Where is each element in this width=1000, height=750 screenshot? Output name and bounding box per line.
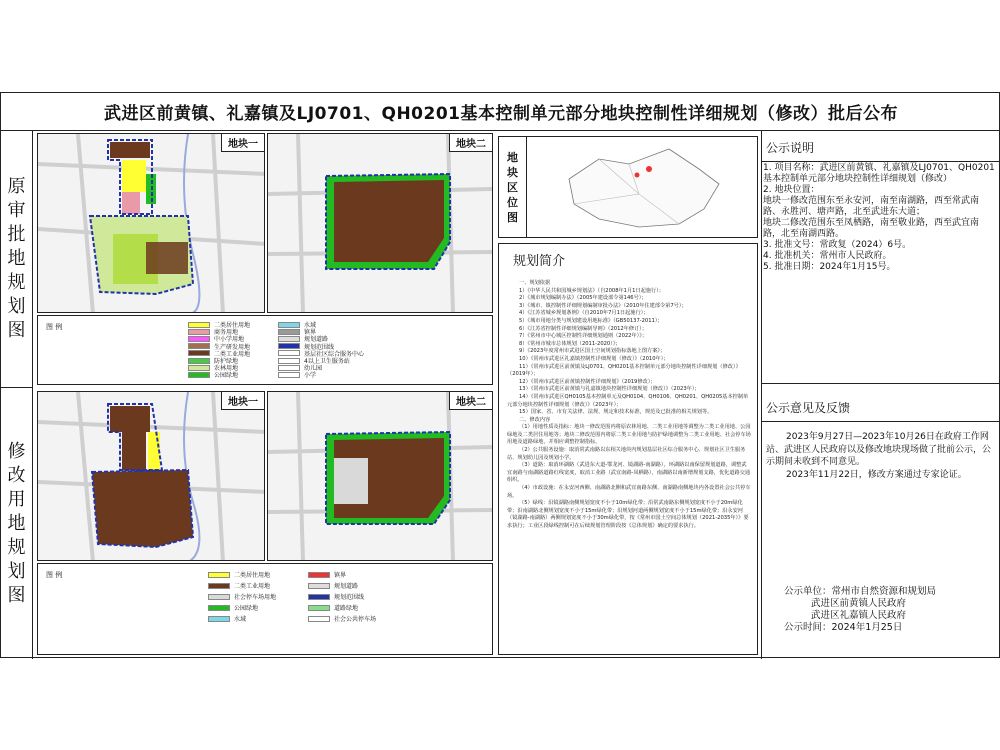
revised-label-char: 划 [7, 560, 26, 582]
legend-label: 水域 [304, 322, 317, 329]
original-map-plot2-svg [268, 134, 493, 313]
intro-paragraph: 11）《常州市武进区前黄镇及LJ0701、QH0201基本控制单元部分地块控制性详细规划（修改）》（2019年）； [507, 363, 741, 378]
intro-paragraph: （2）公共服务设施：取消常武南路以东相关地块内规划基层社区综合服务中心、规划社区卫生服务站、规划幼儿园及规划小学。 [507, 447, 746, 461]
time-label: 公示时间： [784, 622, 832, 633]
unit-name: 武进区前黄镇人民政府 [811, 598, 907, 609]
intro-paragraph: （1）用地性质及指标：地块一修改范围内将原农林用地、二类工业用地等调整为二类工业用地、公园绿地及二类居住用地等；地块二修改范围内将原二类工业用地与防护绿地调整为二类工业用地、社会停车场用地及道路绿地，并相应调整控制指标。 [507, 424, 751, 446]
legend-item [308, 603, 358, 612]
legend-swatch [208, 594, 230, 600]
publish-date: 2024年1月25日 [831, 622, 903, 633]
legend-label: 生产研发用地 [214, 343, 251, 351]
legend-label: 基层社区综合服务中心 [304, 350, 365, 358]
revised-label-char: 图 [7, 584, 26, 606]
location-label-char: 块 [507, 165, 518, 179]
intro-paragraph: （4）市政设施：在永安河西侧、南湖路北侧和武宜南路东侧、南湖路南侧地块内各设置社会公共停车场。 [507, 485, 751, 499]
divider [761, 161, 1000, 162]
legend-label: 农林用地 [214, 365, 239, 373]
revised-map-plot1-svg [38, 392, 265, 561]
legend-label: 规划范围线 [334, 594, 365, 601]
location-label-char: 位 [507, 195, 518, 209]
location-map-label [499, 137, 527, 237]
legend-swatch [208, 616, 230, 622]
legend-label: 二类居住用地 [234, 572, 271, 579]
unit-name: 武进区礼嘉镇人民政府 [811, 610, 907, 621]
legend-label: 中小学用地 [214, 336, 245, 344]
intro-paragraph: （5）绿线：沿镜湖路南侧规划宽度不小于10m绿化带；沿常武南路东侧规划宽度不小于20m绿化带；沿南湖路北侧规划宽度不小于15m绿化带；沿规划河道两侧规划宽度不小于15m绿化带；沿永安河（镜湖路-南湖路）两侧规划宽度不小于30m绿化带，按《常州市国土空间总体规划（2021-2035年）》要求执行；工业区段绿线控制可在后续规划管理阶段按《总体规划》确定的要求执行。 [507, 500, 749, 529]
legend-swatch [278, 372, 300, 378]
notice-item: 地块二修改范围东至凤栖路，南至敬业路，西至武宜南路，北至南湖西路。 [763, 218, 980, 239]
intro-paragraph: 15）国家、省、市有关法律、法规、规定和技术标准，规范及已批准的相关规划等。 [519, 409, 713, 416]
revised-label-char: 地 [7, 512, 26, 534]
revised-map-plot2 [267, 391, 493, 561]
original-map-plot1 [37, 133, 265, 313]
legend-swatch [188, 372, 210, 378]
legend-title: 图 例 [46, 571, 63, 579]
plot1-label: 地块一 [221, 134, 264, 152]
location-map [498, 136, 758, 238]
original-map-plot1-svg [38, 134, 265, 313]
legend-label: 二类工业用地 [214, 350, 251, 358]
intro-heading: 规划简介 [513, 254, 566, 269]
legend-item [308, 570, 346, 579]
intro-paragraph: 5）《城市用地分类与规划建设用地标准》（GB50137-2011）； [519, 317, 663, 324]
legend-label: 水域 [234, 616, 247, 623]
revised-map-plot2-svg [268, 392, 493, 561]
legend-label: 二类工业用地 [234, 583, 271, 590]
revised-label-char: 修 [7, 440, 26, 462]
revised-plan-label [1, 388, 33, 659]
notice-body [763, 163, 995, 273]
notice-item: 1. 项目名称：武进区前黄镇、礼嘉镇及LJ0701、QH0201基本控制单元部分地块控制性详细规划（修改） [763, 163, 995, 184]
legend-label: 公园绿地 [214, 372, 239, 380]
notice-item: 5. 批准日期：2024年1月15号。 [763, 262, 896, 272]
legend-title: 图 例 [46, 323, 63, 331]
plot2-label: 地块二 [449, 392, 492, 410]
planning-intro [498, 243, 758, 655]
legend-swatch [308, 583, 330, 589]
intro-paragraph: 7）《常州市中心城区控制性详细规划通则（2022年）》； [519, 333, 648, 340]
feedback-body [766, 431, 994, 481]
divider [761, 421, 1000, 422]
location-label-char: 图 [507, 210, 518, 224]
original-label-char: 图 [7, 320, 26, 341]
intro-paragraph: 一、规划依据 [519, 280, 551, 286]
plot1-label: 地块一 [221, 392, 264, 410]
revised-label-char: 改 [7, 464, 26, 486]
legend-swatch [308, 594, 330, 600]
legend-label: 小学 [304, 372, 317, 380]
revised-label-char: 规 [7, 536, 26, 558]
notice-item: 3. 批准文号：常政复（2024）6号。 [763, 240, 912, 250]
original-label-char: 批 [7, 224, 26, 245]
legend-label: 规划道路 [304, 336, 329, 344]
intro-paragraph: 14）《常州市武进区QH0105基本控制单元及QH0104、QH0106、QH0201、QH0205基本控制单元部分地块控制性详细规划（修改）》（2023年）； [507, 393, 749, 408]
legend-label: 商务用地 [214, 329, 239, 337]
legend-label: 镇界 [334, 572, 347, 579]
intro-paragraph: （3）道路：取消环湖路（武进东大道-鄂龙河、镜湖路-南湖路），环湖路以南保留规划道路，调整武宜南路与南湖路道路红线宽度，取消工业路（武宜南路-凤栖路），南湖路以南新增规划支路，优化道路交通组织。 [507, 462, 751, 484]
intro-body [499, 280, 757, 531]
divider [761, 383, 1000, 384]
publisher-signature [784, 586, 994, 634]
legend-item [208, 614, 246, 623]
original-label-char: 审 [7, 200, 26, 221]
legend-label: 道路绿地 [334, 605, 359, 612]
legend-label: 4以上卫生服务站 [304, 358, 350, 365]
legend-item [188, 370, 238, 379]
feedback-heading: 公示意见及反馈 [766, 401, 851, 415]
intro-paragraph: 4）《江苏省城乡规划条例》（自2010年7月1日起施行）； [519, 310, 649, 317]
legend-item [308, 581, 358, 590]
legend-original [37, 315, 493, 385]
original-label-char: 规 [7, 272, 26, 293]
legend-label: 社会公共停车场 [334, 616, 377, 623]
intro-paragraph: 3）《城市、镇控制性详细规划编制审批办法》（2010年住建部令第7号）； [519, 302, 687, 309]
legend-item [208, 570, 270, 579]
revised-label-char: 用 [7, 488, 26, 510]
location-map-svg [529, 139, 755, 235]
units-label: 公示单位： [784, 586, 832, 597]
original-label-char: 地 [7, 248, 26, 269]
legend-label: 社会停车场用地 [234, 594, 277, 601]
location-label-char: 地 [507, 150, 518, 164]
legend-item [208, 603, 258, 612]
legend-swatch [308, 605, 330, 611]
original-label-char: 原 [7, 176, 26, 197]
notice-item: 2. 地块位置： [763, 185, 820, 195]
legend-label: 规划道路 [334, 583, 359, 590]
legend-label: 二类居住用地 [214, 322, 251, 329]
legend-item [278, 370, 316, 379]
legend-label: 防护绿地 [214, 358, 239, 365]
original-plan-label [1, 131, 33, 388]
feedback-paragraph: 2023年9月27日—2023年10月26日在政府工作网站、武进区人民政府以及修改地块现场做了批前公示，公示期间未收到不同意见。 [766, 432, 992, 467]
intro-paragraph: 1）《中华人民共和国城乡规划法》（自2008年1月1日起施行）； [519, 287, 664, 294]
intro-paragraph: 12）《常州市武进区前黄镇控制性详细规划》（2019修改）； [519, 378, 656, 385]
legend-label: 镇界 [304, 329, 317, 337]
plot2-label: 地块二 [449, 134, 492, 152]
intro-paragraph: 8）《常州市城市总体规划（2011-2020）》； [519, 340, 621, 347]
legend-swatch [208, 605, 230, 611]
intro-paragraph: 2）《城市规划编制办法》（2005年建设部令第146号）； [519, 295, 647, 302]
legend-revised [37, 563, 493, 655]
poster-board [0, 92, 1000, 658]
legend-swatch [308, 616, 330, 622]
legend-label: 幼儿园 [304, 365, 323, 373]
right-column [761, 131, 1000, 659]
intro-paragraph: 二、修改内容 [519, 416, 551, 423]
intro-paragraph: 13）《常州市武进区前黄镇与礼嘉镇地块控制性详细规划（修改）》（2023年）； [519, 386, 700, 393]
legend-swatch [208, 572, 230, 578]
legend-label: 规划范围线 [304, 343, 335, 351]
legend-item [308, 592, 364, 601]
revised-map-plot1 [37, 391, 265, 561]
original-map-plot2 [267, 133, 493, 313]
intro-paragraph: 6）《江苏省控制性详细规划编制导则》（2012年修订）； [519, 325, 648, 332]
unit-name: 常州市自然资源和规划局 [831, 586, 937, 597]
notice-heading: 公示说明 [766, 141, 815, 155]
legend-item [208, 581, 270, 590]
intro-paragraph: 10）《常州市武进区礼嘉镇控制性详细规划（修改）》（2010年）； [519, 355, 669, 362]
legend-swatch [208, 583, 230, 589]
feedback-paragraph: 2023年11月22日，修改方案通过专家论证。 [786, 469, 967, 480]
legend-item [308, 614, 376, 623]
notice-item: 4. 批准机关：常州市人民政府。 [763, 251, 892, 261]
intro-paragraph: 9）《2023年度常州市武进区国土空间规划指标落地上图方案》； [519, 348, 666, 355]
legend-item [208, 592, 276, 601]
legend-label: 公园绿地 [234, 605, 259, 612]
location-label-char: 区 [507, 180, 518, 194]
notice-item: 地块一修改范围东至永安河，南至南湖路，西至常武南路、永胜河、塘声路，北至武进东大道； [763, 196, 980, 217]
page-title: 武进区前黄镇、礼嘉镇及LJ0701、QH0201基本控制单元部分地块控制性详细规划（修改）批后公布 [1, 93, 1000, 131]
legend-swatch [308, 572, 330, 578]
original-label-char: 划 [7, 296, 26, 317]
